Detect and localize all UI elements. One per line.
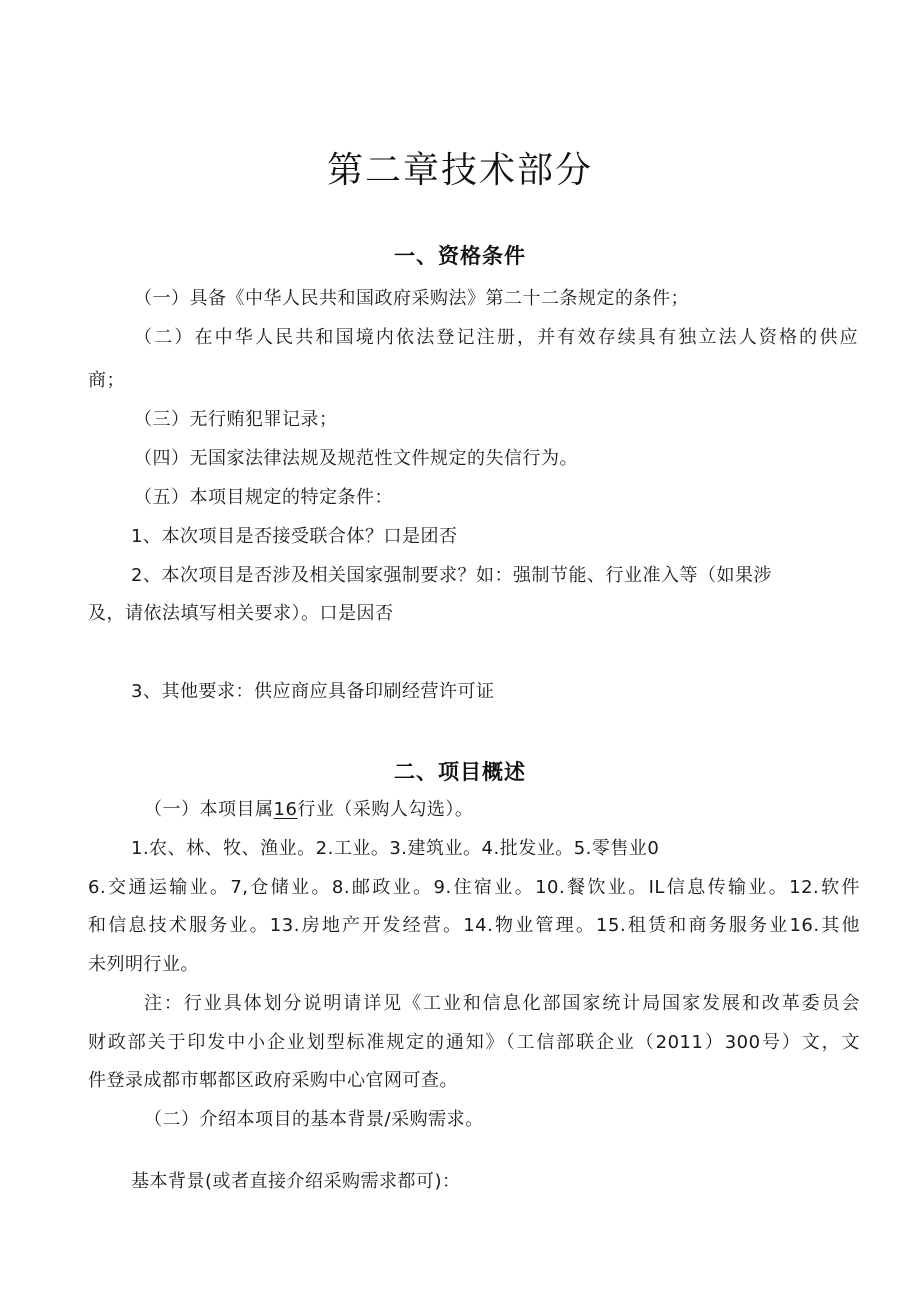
industry-selection	[144, 798, 473, 822]
industry-suffix: 行业（采购人勾选）。	[297, 799, 474, 820]
special-condition-2-line2: 及，请依法填写相关要求）。口是因否	[88, 603, 394, 624]
note-line-3: 件登录成都市郫都区政府采购中心官网可查。	[88, 1070, 458, 1091]
note-line-2: 财政部关于印发中小企业划型标准规定的通知》（工信部联企业（2011）300号）文，文	[88, 1032, 860, 1053]
qualification-item-2-line1: （二）在中华人民共和国境内依法登记注册，并有效存续具有独立法人资格的供应	[134, 327, 858, 348]
section-heading-qualifications: 一、资格条件	[394, 244, 526, 268]
industry-list-line-3: 和信息技术服务业。13.房地产开发经营。14.物业管理。15.租赁和商务服务业16.其他	[88, 915, 860, 936]
note-line-1: 注：行业具体划分说明请详见《工业和信息化部国家统计局国家发展和改革委员会	[144, 993, 860, 1014]
background-label: 基本背景(或者直接介绍采购需求都可)：	[131, 1171, 461, 1192]
qualification-item-1: （一）具备《中华人民共和国政府采购法》第二十二条规定的条件；	[134, 288, 689, 309]
qualification-item-5: （五）本项目规定的特定条件：	[134, 487, 393, 508]
chapter-title: 第二章技术部分	[326, 150, 593, 191]
special-condition-3: 3、其他要求：供应商应具备印刷经营许可证	[131, 681, 495, 702]
industry-list-line-2: 6.交通运输业。7,仓储业。8.邮政业。9.住宿业。10.餐饮业。IL信息传输业。12.软件	[88, 877, 860, 898]
special-condition-2-line1: 2、本次项目是否涉及相关国家强制要求？如：强制节能、行业准入等（如果涉	[131, 565, 772, 586]
industry-list-line-1: 1.农、林、牧、渔业。2.工业。3.建筑业。4.批发业。5.零售业0	[131, 838, 660, 859]
industry-value: 16	[273, 799, 298, 820]
qualification-item-3: （三）无行贿犯罪记录；	[134, 409, 338, 430]
industry-prefix: （一）本项目属	[144, 799, 274, 820]
overview-item-2: （二）介绍本项目的基本背景/采购需求。	[144, 1109, 484, 1130]
industry-list-line-4: 未列明行业。	[88, 954, 199, 975]
qualification-item-4: （四）无国家法律法规及规范性文件规定的失信行为。	[134, 448, 578, 469]
qualification-item-2-line2: 商；	[88, 370, 125, 391]
special-condition-1: 1、本次项目是否接受联合体？口是团否	[131, 526, 458, 547]
section-heading-overview: 二、项目概述	[394, 760, 526, 784]
